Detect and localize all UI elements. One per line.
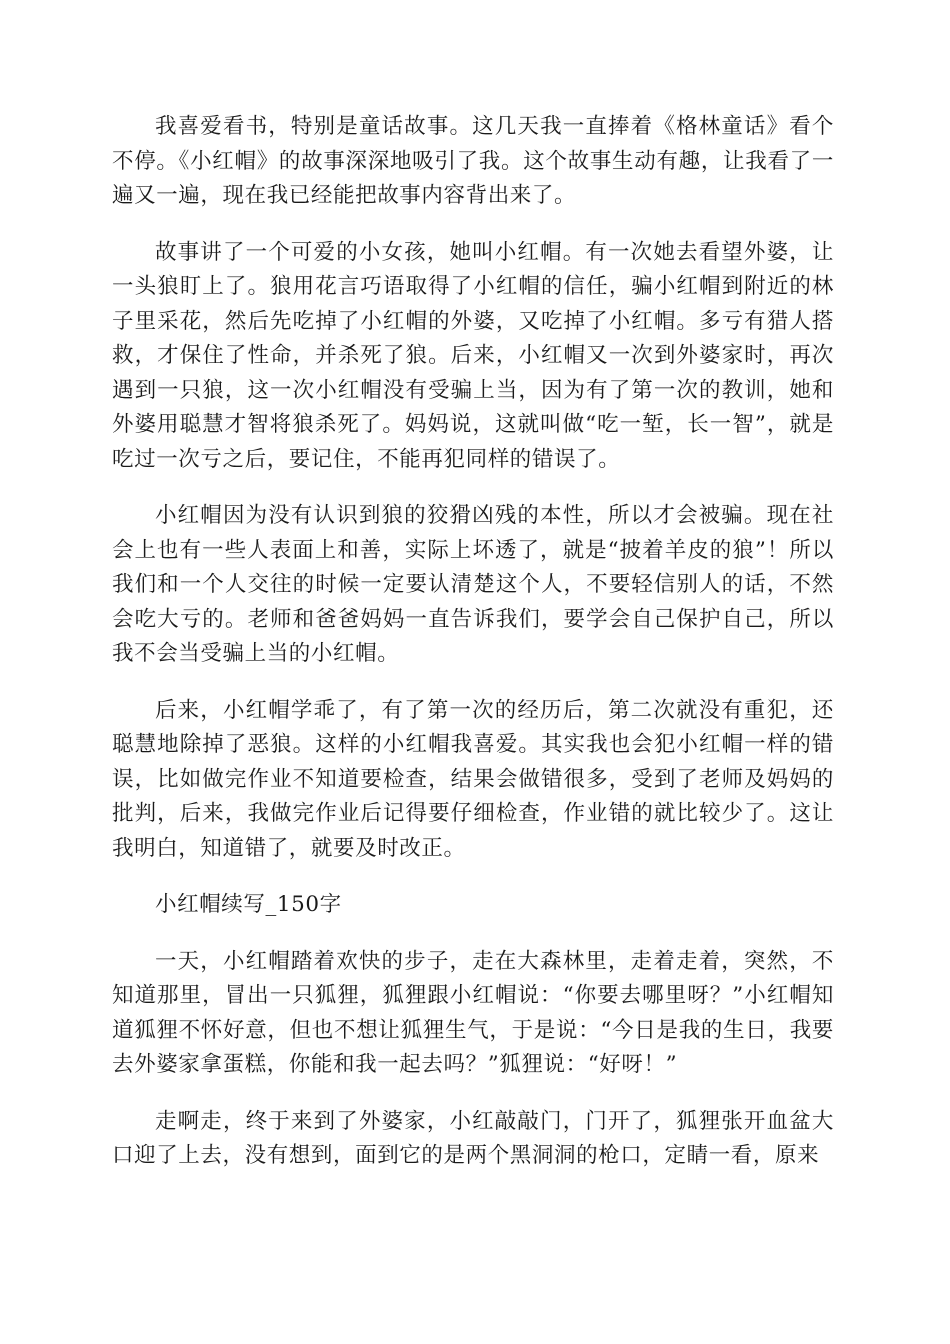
- section-heading: 小红帽续写_150字: [155, 892, 342, 917]
- paragraph-sequel-1: 一天，小红帽踏着欢快的步子，走在大森林里，走着走着，突然，不知道那里，冒出一只狐狸，狐狸跟小红帽说：“你要去哪里呀？”小红帽知道狐狸不怀好意，但也不想让狐狸生气，于是说：“今日是我的生日，我要去外婆家拿蛋糕，你能和我一起去吗？”狐狸说：“好呀！”: [112, 948, 834, 1077]
- paragraph-sequel-2: 走啊走，终于来到了外婆家，小红敲敲门，门开了，狐狸张开血盆大口迎了上去，没有想到，面到它的是两个黑洞洞的枪口，定睛一看，原来: [112, 1108, 834, 1168]
- paragraph-story-summary: 故事讲了一个可爱的小女孩，她叫小红帽。有一次她去看望外婆，让一头狼盯上了。狼用花言巧语取得了小红帽的信任，骗小红帽到附近的林子里采花，然后先吃掉了小红帽的外婆，又吃掉了小红帽。多亏有猎人搭救，才保住了性命，并杀死了狼。后来，小红帽又一次到外婆家时，再次遇到一只狼，这一次小红帽没有受骗上当，因为有了第一次的教训，她和外婆用聪慧才智将狼杀死了。妈妈说，这就叫做“吃一堑，长一智”，就是吃过一次亏之后，要记住，不能再犯同样的错误了。: [112, 239, 834, 472]
- document-page: [112, 110, 834, 1196]
- paragraph-intro: 我喜爱看书，特别是童话故事。这几天我一直捧着《格林童话》看个不停。《小红帽》的故事深深地吸引了我。这个故事生动有趣，让我看了一遍又一遍，现在我已经能把故事内容背出来了。: [112, 114, 834, 208]
- paragraph-lesson: 后来，小红帽学乖了，有了第一次的经历后，第二次就没有重犯，还聪慧地除掉了恶狼。这样的小红帽我喜爱。其实我也会犯小红帽一样的错误，比如做完作业不知道要检查，结果会做错很多，受到了老师及妈妈的批判，后来，我做完作业后记得要仔细检查，作业错的就比较少了。这让我明白，知道错了，就要及时改正。: [112, 697, 834, 861]
- paragraph-reflection: 小红帽因为没有认识到狼的狡猾凶残的本性，所以才会被骗。现在社会上也有一些人表面上和善，实际上坏透了，就是“披着羊皮的狼”！所以我们和一个人交往的时候一定要认清楚这个人，不要轻信别人的话，不然会吃大亏的。老师和爸爸妈妈一直告诉我们，要学会自己保护自己，所以我不会当受骗上当的小红帽。: [112, 503, 834, 666]
